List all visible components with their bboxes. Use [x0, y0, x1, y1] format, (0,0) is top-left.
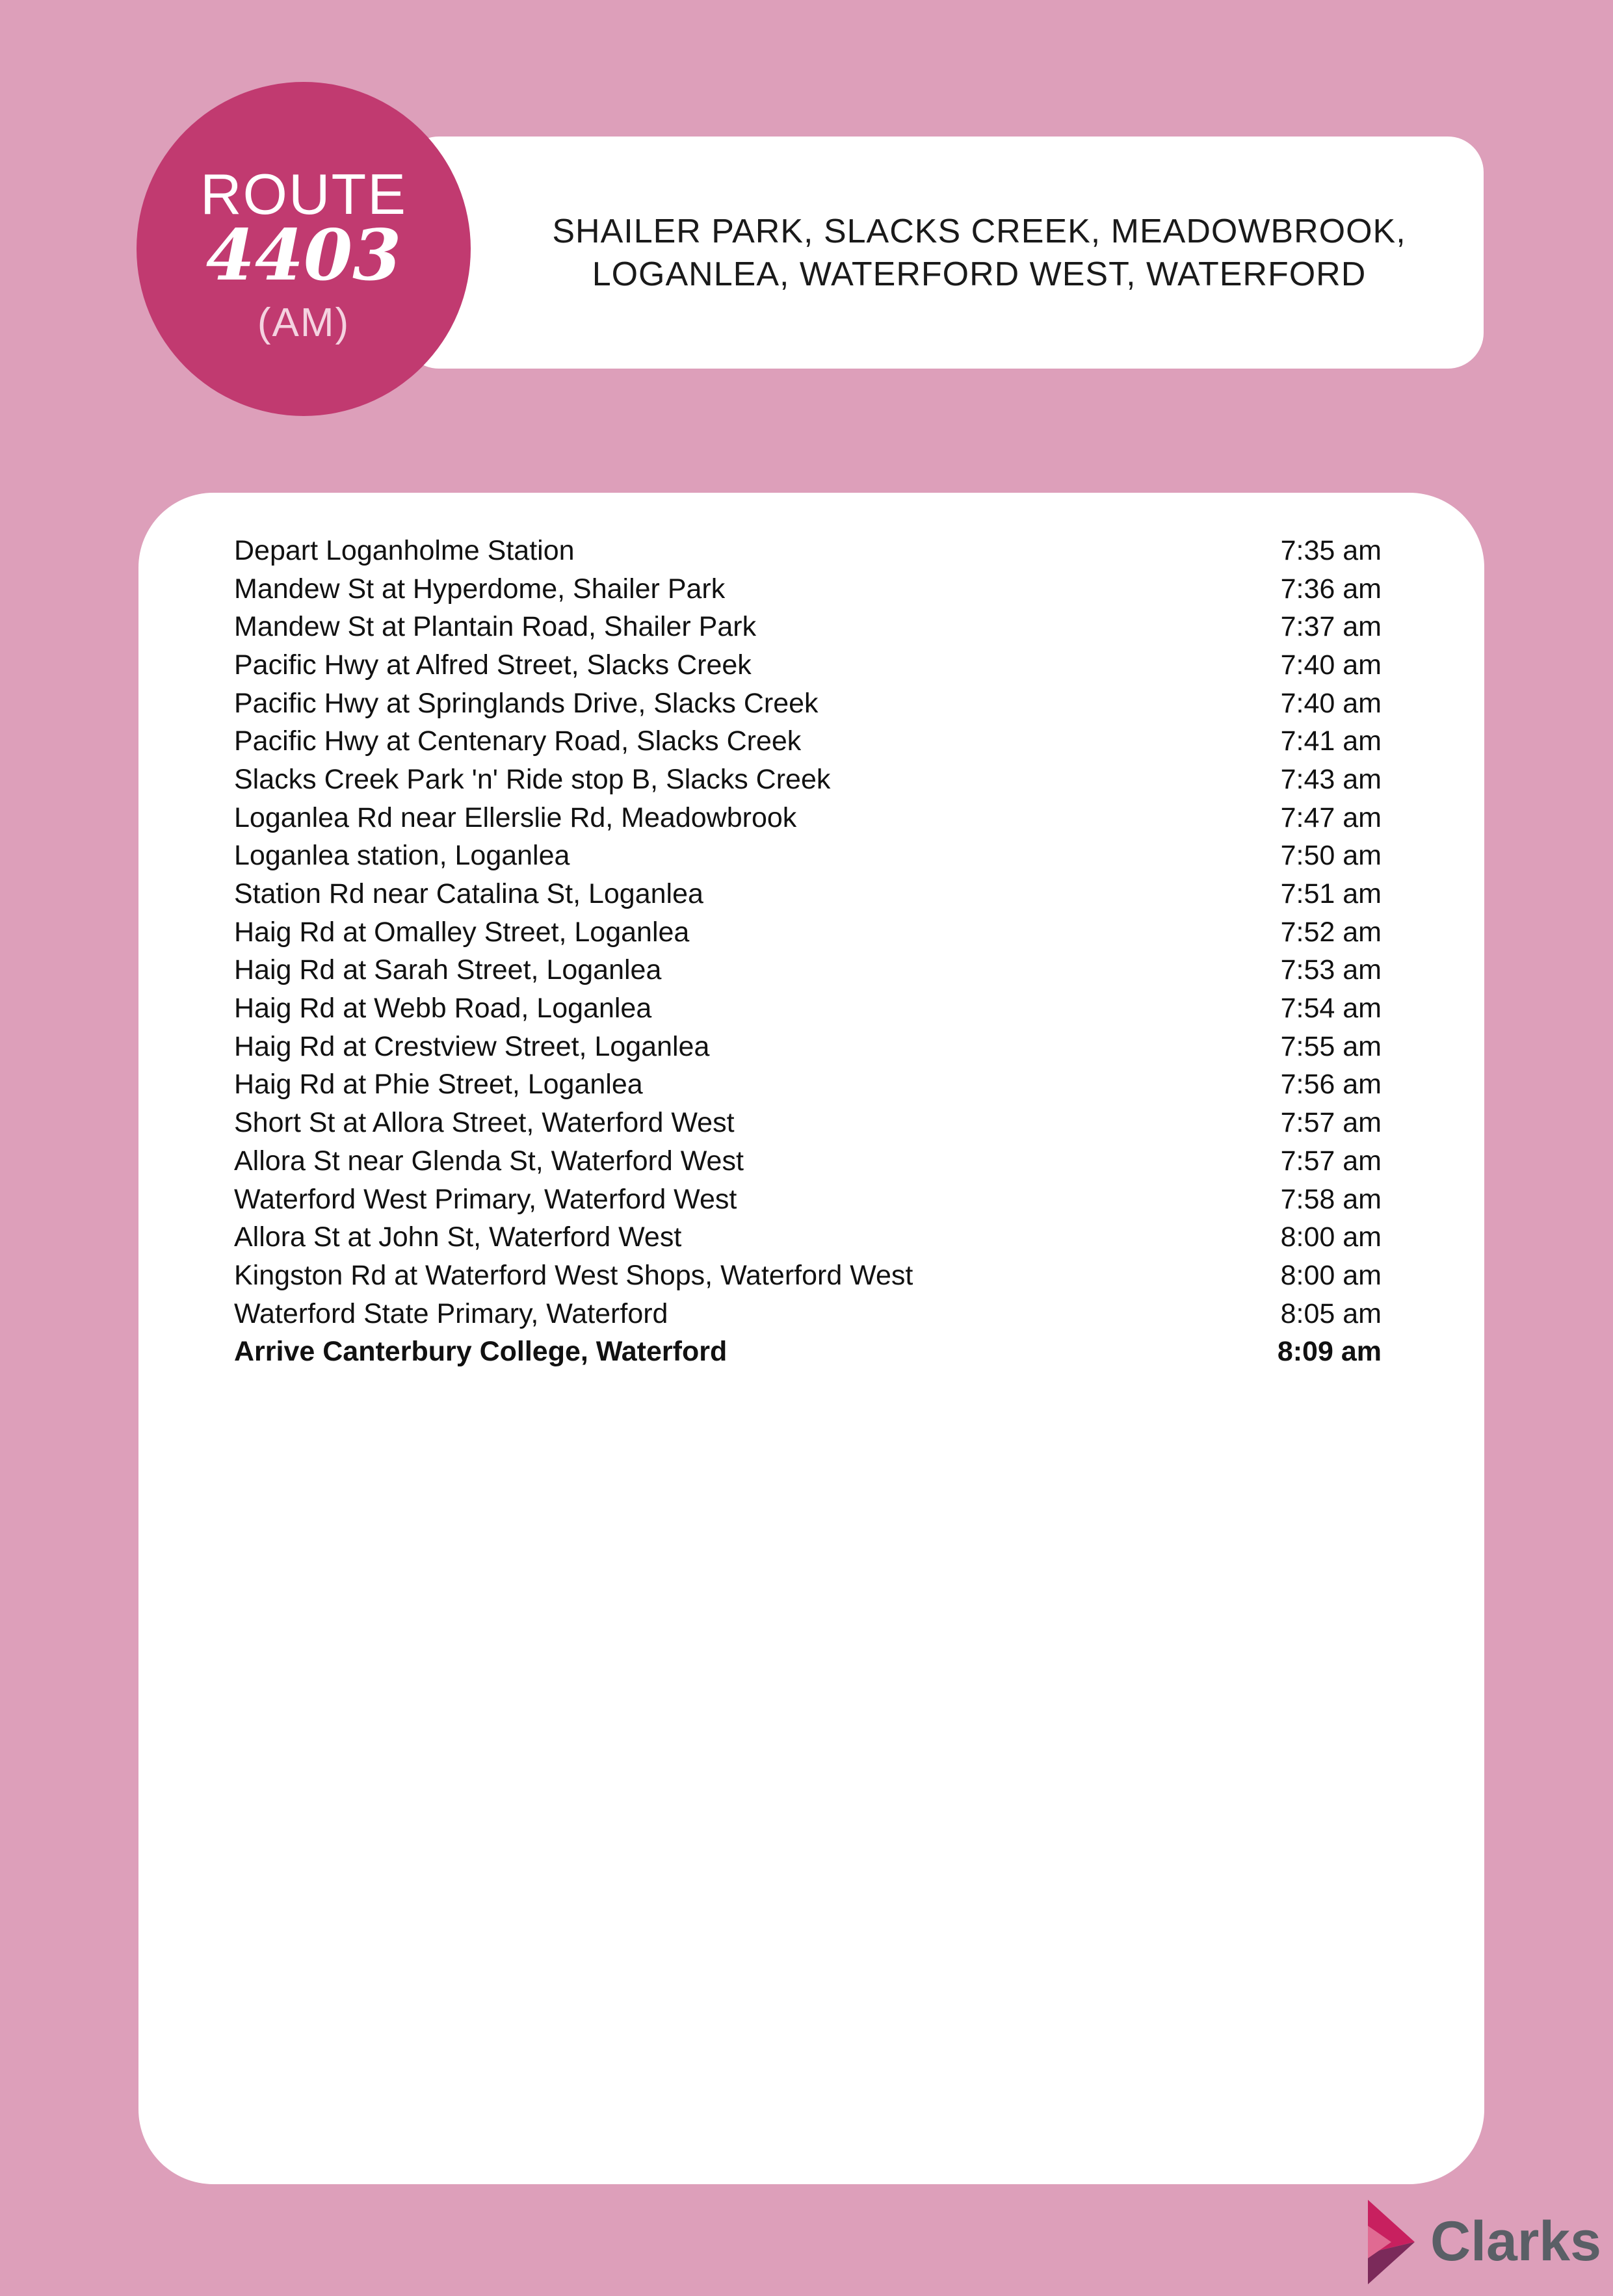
stop-time: 7:57 am — [1280, 1107, 1382, 1139]
stop-name: Loganlea Rd near Ellerslie Rd, Meadowbrook — [234, 802, 797, 833]
stop-row — [234, 532, 1382, 570]
stop-name: Loganlea station, Loganlea — [234, 840, 570, 872]
stop-row — [234, 722, 1382, 761]
route-title-line-2: LOGANLEA, WATERFORD WEST, WATERFORD — [592, 255, 1367, 293]
stop-row — [234, 1257, 1382, 1295]
stop-time: 7:52 am — [1280, 916, 1382, 948]
stop-row — [234, 989, 1382, 1028]
stop-time: 7:58 am — [1280, 1183, 1382, 1215]
stop-row — [234, 1218, 1382, 1257]
timetable-card — [138, 493, 1484, 2184]
stop-row — [234, 875, 1382, 913]
stop-row — [234, 1066, 1382, 1104]
stop-name: Haig Rd at Webb Road, Loganlea — [234, 993, 652, 1024]
stop-time: 7:53 am — [1280, 954, 1382, 986]
stop-time: 8:05 am — [1280, 1298, 1382, 1329]
stop-name: Haig Rd at Omalley Street, Loganlea — [234, 916, 690, 948]
stop-row — [234, 1028, 1382, 1066]
stop-time: 7:43 am — [1280, 763, 1382, 795]
route-title-line-1: SHAILER PARK, SLACKS CREEK, MEADOWBROOK, — [552, 212, 1406, 250]
stop-row — [234, 837, 1382, 876]
route-period: (AM) — [257, 300, 350, 345]
stop-name: Pacific Hwy at Springlands Drive, Slacks Creek — [234, 687, 819, 719]
stop-row — [234, 761, 1382, 799]
stop-row — [234, 1142, 1382, 1181]
clarks-logo — [1365, 2196, 1606, 2287]
stop-name: Mandew St at Plantain Road, Shailer Park — [234, 611, 757, 643]
clarks-chevron-logo-icon — [1365, 2200, 1417, 2284]
stop-name: Haig Rd at Crestview Street, Loganlea — [234, 1030, 710, 1062]
stop-time: 7:55 am — [1280, 1030, 1382, 1062]
stop-name: Slacks Creek Park 'n' Ride stop B, Slacks Creek — [234, 763, 831, 795]
stop-name: Kingston Rd at Waterford West Shops, Waterford West — [234, 1259, 913, 1291]
stop-name: Allora St at John St, Waterford West — [234, 1221, 682, 1253]
stop-time: 8:00 am — [1280, 1259, 1382, 1291]
route-header-card — [403, 137, 1484, 369]
stop-name: Short St at Allora Street, Waterford West — [234, 1107, 735, 1139]
stop-row — [234, 685, 1382, 723]
stop-name: Haig Rd at Sarah Street, Loganlea — [234, 954, 662, 986]
stop-name: Allora St near Glenda St, Waterford West — [234, 1145, 744, 1177]
stop-time: 7:47 am — [1280, 802, 1382, 833]
stop-time: 8:00 am — [1280, 1221, 1382, 1253]
stop-name: Pacific Hwy at Alfred Street, Slacks Creek — [234, 649, 752, 681]
stop-time: 7:51 am — [1280, 878, 1382, 910]
stop-time: 7:57 am — [1280, 1145, 1382, 1177]
stop-name: Arrive Canterbury College, Waterford — [234, 1336, 728, 1368]
route-badge — [137, 82, 471, 416]
route-number: 4403 — [205, 215, 402, 296]
stop-row — [234, 1104, 1382, 1142]
stop-name: Depart Loganholme Station — [234, 534, 575, 566]
stop-row — [234, 646, 1382, 685]
clarks-logo-text: Clarks — [1430, 2210, 1601, 2273]
stop-name: Haig Rd at Phie Street, Loganlea — [234, 1069, 643, 1101]
stop-name: Pacific Hwy at Centenary Road, Slacks Creek — [234, 725, 802, 757]
route-label: ROUTE — [200, 162, 407, 226]
stop-time: 7:54 am — [1280, 993, 1382, 1024]
stop-row — [234, 952, 1382, 990]
stop-name: Waterford West Primary, Waterford West — [234, 1183, 737, 1215]
stop-time: 7:36 am — [1280, 573, 1382, 605]
stop-name: Station Rd near Catalina St, Loganlea — [234, 878, 703, 910]
stop-time: 8:09 am — [1277, 1336, 1382, 1368]
stop-name: Waterford State Primary, Waterford — [234, 1298, 668, 1329]
stop-time: 7:56 am — [1280, 1069, 1382, 1101]
stop-list — [234, 532, 1382, 1371]
route-title — [514, 137, 1445, 369]
stop-row — [234, 799, 1382, 837]
stop-row — [234, 1333, 1382, 1371]
stop-time: 7:50 am — [1280, 840, 1382, 872]
stop-time: 7:37 am — [1280, 611, 1382, 643]
stop-time: 7:41 am — [1280, 725, 1382, 757]
stop-row — [234, 570, 1382, 608]
stop-row — [234, 1295, 1382, 1333]
stop-time: 7:40 am — [1280, 649, 1382, 681]
stop-time: 7:40 am — [1280, 687, 1382, 719]
stop-row — [234, 1181, 1382, 1219]
stop-row — [234, 608, 1382, 646]
stop-name: Mandew St at Hyperdome, Shailer Park — [234, 573, 726, 605]
stop-time: 7:35 am — [1280, 534, 1382, 566]
stop-row — [234, 913, 1382, 952]
